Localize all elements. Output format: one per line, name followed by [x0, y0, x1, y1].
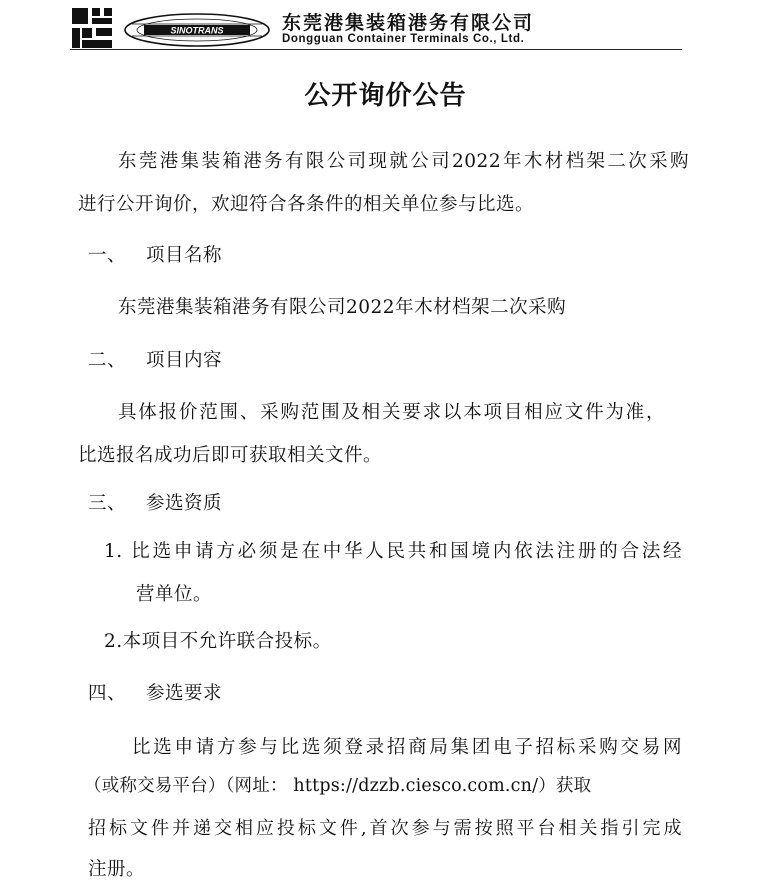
seal-text: SINOTRANS: [170, 25, 224, 36]
section-3-line-2: 营单位。: [136, 584, 213, 605]
letterhead: [70, 6, 680, 52]
section-title: 参选资质: [146, 493, 223, 514]
section-4-line-2: （或称交易平台）（网址： https://dzzb.ciesco.com.cn/）获取: [84, 776, 592, 796]
section-number: 三、: [88, 493, 127, 514]
section-number: 一、: [88, 245, 127, 266]
section-3-heading: [88, 489, 222, 515]
section-4-line-3: 招标文件并递交相应投标文件,首次参与需按照平台相关指引完成: [88, 818, 682, 839]
section-number: 四、: [88, 683, 127, 704]
section-2-line-2: 比选报名成功后即可获取相关文件。: [78, 445, 383, 466]
company-logo-icon: [70, 6, 114, 50]
section-2-line-1: 具体报价范围、采购范围及相关要求以本项目相应文件为准，: [118, 402, 665, 423]
section-1-line-1: 东莞港集装箱港务有限公司2022年木材档架二次采购: [118, 297, 567, 318]
section-title: 参选要求: [146, 683, 223, 704]
sinotrans-seal-logo: [122, 12, 272, 48]
intro-line-2: 进行公开询价，欢迎符合各条件的相关单位参与比选。: [78, 194, 535, 215]
header-divider: [70, 49, 682, 50]
intro-line-1: 东莞港集装箱港务有限公司现就公司2022年木材档架二次采购: [118, 151, 689, 172]
page-title: 公开询价公告: [304, 81, 467, 111]
section-number: 二、: [88, 350, 127, 371]
company-name-cn: 东莞港集装箱港务有限公司: [282, 12, 535, 34]
section-4-heading: [88, 679, 222, 705]
section-4-line-4: 注册。: [88, 859, 146, 880]
section-3-line-3: 2.本项目不允许联合投标。: [104, 631, 332, 652]
section-title: 项目内容: [146, 350, 223, 371]
section-4-line-1: 比选申请方参与比选须登录招商局集团电子招标采购交易网: [132, 737, 682, 758]
section-1-heading: [88, 241, 222, 267]
section-title: 项目名称: [146, 245, 223, 266]
section-2-heading: [88, 346, 222, 372]
company-name-en: Dongguan Container Terminals Co., Ltd.: [282, 33, 525, 45]
section-3-line-1: 1. 比选申请方必须是在中华人民共和国境内依法注册的合法经: [104, 541, 682, 562]
